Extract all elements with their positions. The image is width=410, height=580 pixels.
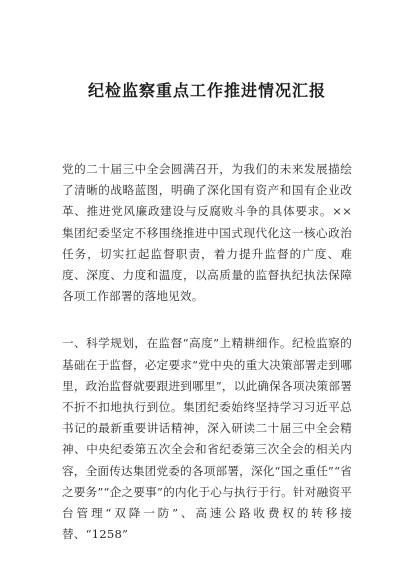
paragraph-intro: 党的二十届三中全会圆满召开，为我们的未来发展描绘了清晰的战略蓝图，明确了深化国有资产和国有企业改革、推进党风廉政建设与反腐败斗争的具体要求。××集团纪委坚定不移围绕推进中国式现代化这一核心政治任务，切实扛起监督职责，着力提升监督的广度、难度、深度、力度和温度，以高质量的监督执纪执法保障各项工作部署的落地见效。 [62,162,352,304]
paragraph-section-one: 一、科学规划，在监督“高度”上精耕细作。纪检监察的基础在于监督，必定要求“党中央的重大决策部署走到哪里，政治监督就要跟进到哪里”，以此确保各项决策部署不折不扣地执行到位。集团纪委始终坚持学习习近平总书记的最新重要讲话精神，深入研读二十届三中全会精神、中央纪委第五次全会和省纪委第三次全会的相关内容，全面传达集团党委的各项部署，深化“国之重任”“省之要务”“企之要事”的内化于心与执行于行。针对融资平台管理“双降一防”、高速公路收费权的转移接替、“1258” [62,336,352,542]
document-title: 纪检监察重点工作推进情况汇报 [87,81,326,100]
